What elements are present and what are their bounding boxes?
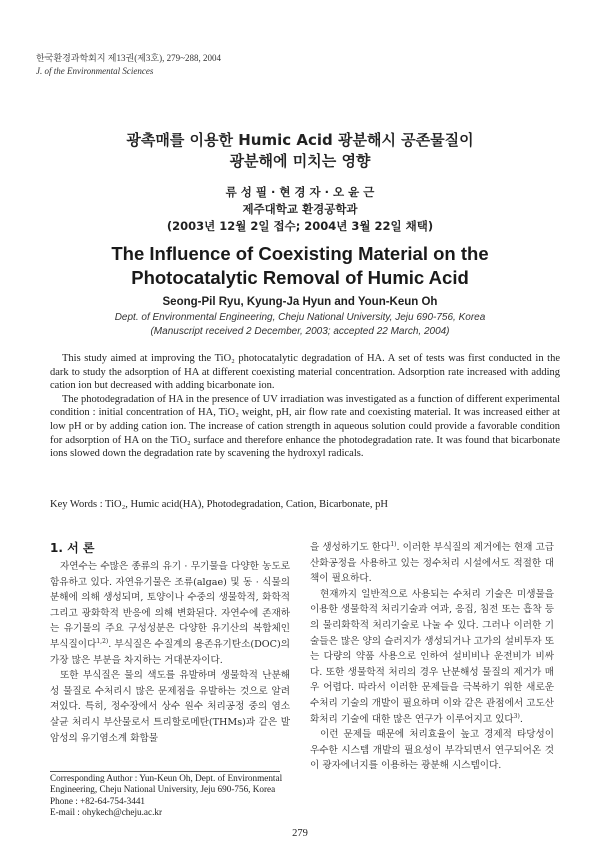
section-title-introduction: 1. 서 론 xyxy=(50,541,95,555)
authors-english: Seong-Pil Ryu, Kyung-Ja Hyun and Youn-Keun Oh xyxy=(162,296,438,308)
corresponding-author-footnote xyxy=(50,773,295,819)
affiliation-block-english xyxy=(0,311,600,339)
intro-paragraph-3 xyxy=(310,587,554,727)
citation-ref: 1,2) xyxy=(96,637,109,645)
abstract-paragraph-1: This study aimed at improving the TiO₂ photocatalytic degradation of HA. A set of tests was first conducted in the dark to study the adsorption of HA at different coexisting material concentration. Adsorption rate increased with adding cation ion but decreased with adding bicarbonate ion. xyxy=(50,353,560,392)
citation-ref: 3) xyxy=(513,712,520,720)
received-date-english: (Manuscript received 2 December, 2003; accepted 22 March, 2004) xyxy=(150,326,450,337)
journal-header xyxy=(36,52,221,78)
intro-paragraph-2: 또한 부식질은 물의 색도를 유발하며 생물학적 난분해성 물질로 수처리시 많은 문제점을 유발하는 것으로 알려져있다. 특히, 정수장에서 상수 원수 처리공정 중의 염소 살균 처리시 부산물로서 트리할로메탄(THMs)과 같은 발암성의 유기염소계 화합물 xyxy=(50,670,290,744)
intro-paragraph-1-tail: . 부식질은 수질계의 용존유기탄소(DOC)의 가장 많은 부분을 차지하는 거대분자이다. xyxy=(50,638,290,666)
abstract xyxy=(50,352,560,461)
title-english-line2: Photocatalytic Removal of Humic Acid xyxy=(131,267,469,288)
body-column-right xyxy=(310,540,554,774)
intro-paragraph-2-continued xyxy=(310,540,554,587)
page-number: 279 xyxy=(292,828,308,839)
journal-name-en: J. of the Environmental Sciences xyxy=(36,66,154,76)
title-korean-line2: 광분해에 미치는 영향 xyxy=(229,152,371,170)
affiliation-english: Dept. of Environmental Engineering, Cheju National University, Jeju 690-756, Korea xyxy=(114,312,486,323)
title-korean-line1: 광촉매를 이용한 Humic Acid 광분해시 공존물질이 xyxy=(126,131,474,149)
footnote-author: Corresponding Author : Yun-Keun Oh, Dept. of Environmental Engineering, Cheju National University, Jeju 690-756, Korea xyxy=(50,773,283,795)
title-english-line1: The Influence of Coexisting Material on the xyxy=(111,243,489,264)
body-column-left xyxy=(50,540,290,746)
author-block-korean xyxy=(0,184,600,235)
abstract-paragraph-2: The photodegradation of HA in the presence of UV irradiation was investigated as a function of different experimental condition : initial concentration of HA, TiO₂ weight, pH, air flow rate and coexisting material. It was increased either at low pH or by adding cation ion. The increase of cation strength in aqueous solution could provide a favorable condition for adsorption of HA on the TiO₂ surface and therefore enhance the photodegradation rate. It was found that bicarbonate ions slowed down the degradation rate by scavening the hydroxyl radicals. xyxy=(50,393,560,460)
intro-paragraph-2-cont-text: 을 생성하기도 한다 xyxy=(310,542,391,553)
intro-paragraph-1-text: 자연수는 수많은 종류의 유기 · 무기물을 다양한 농도로 함유하고 있다. 자연유기물은 조류(algae) 및 동 · 식물의 분해에 의해 생성되며, 토양이나 수중의 생물학적, 화학적 그리고 광화학적 반응에 의해 변화된다. 자연수에 존재하는 유기물의 주요 구성성분은 다양한 유기산의 복합체인 부식질이다 xyxy=(50,561,290,650)
received-date-korean: (2003년 12월 2일 접수; 2004년 3월 22일 채택) xyxy=(166,219,434,233)
journal-citation-ko: 한국환경과학회지 제13권(제3호), 279~288, 2004 xyxy=(36,53,221,63)
footnote-phone: Phone : +82-64-754-3441 xyxy=(50,795,146,806)
intro-paragraph-3-tail: . xyxy=(519,713,523,725)
intro-paragraph-2-cont-tail: . 이러한 부식질의 제거에는 현재 고급산화공정을 사용하고 있는 정수처리 시설에서도 적절한 대책이 필요하다. xyxy=(310,542,555,585)
citation-ref: 1) xyxy=(390,540,397,548)
intro-paragraph-1 xyxy=(50,559,290,668)
title-english xyxy=(0,242,600,290)
keywords: Key Words : TiO₂, Humic acid(HA), Photodegradation, Cation, Bicarbonate, pH xyxy=(50,499,388,510)
intro-paragraph-4: 이런 문제들 때문에 처리효율이 높고 경제적 타당성이 우수한 시스템 개발의 필요성이 부각되면서 연구되어온 것이 광자에너지를 이용하는 광분해 시스템이다. xyxy=(310,729,554,772)
authors-korean: 류 성 필 · 현 경 자 · 오 윤 근 xyxy=(225,185,375,199)
footnote-divider xyxy=(50,771,280,772)
footnote-email: E-mail : ohykech@cheju.ac.kr xyxy=(50,807,163,818)
intro-paragraph-3-text: 현재까지 일반적으로 사용되는 수처리 기술은 미생물을 이용한 생물학적 처리기술과 여과, 응집, 침전 또는 흡착 등의 물리화학적 처리기술로 나눌 수 있다. 그러나 이러한 기술들은 많은 양의 슬러지가 생성되거나 고가의 설비투자 또는 다량의 약품 사용으로 인하여 설비비나 운전비가 비싸다. 또한 생물학적 처리의 경우 난분해성 물질의 제거가 매우 어렵다. 따라서 이러한 문제들을 극복하기 위한 새로운 수처리 기술의 개발이 필요하며 이와 같은 관점에서 고도산화처리 기술에 대한 많은 연구가 이루어지고 있다 xyxy=(310,588,554,725)
affiliation-korean: 제주대학교 환경공학과 xyxy=(242,202,358,216)
title-korean xyxy=(0,130,600,172)
